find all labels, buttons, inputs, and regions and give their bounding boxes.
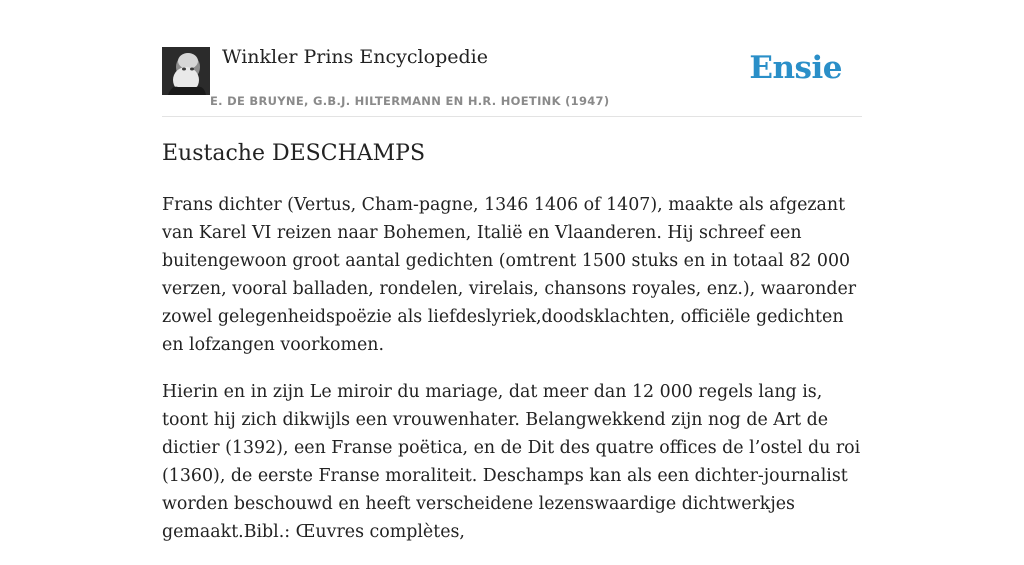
author-portrait-image <box>162 47 210 95</box>
article-paragraph: Hierin en in zijn Le miroir du mariage, dat meer dan 12 000 regels lang is, toont hij zich dikwijls een vrouwenhater. Belangwekkend zijn nog de Art de dictier (1392), een Franse poëtica, en de Dit des quatre offices de l’ostel du roi (1360), de eerste Franse moraliteit. Deschamps kan als een dichter-journalist worden beschouwd en heeft verscheidene lezenswaardige dichtwerkjes gemaakt.Bibl.: Œuvres complètes, <box>162 382 861 542</box>
article-title: Eustache DESCHAMPS <box>162 141 426 166</box>
source-title[interactable]: Winkler Prins Encyclopedie <box>222 46 488 68</box>
source-authors: E. DE BRUYNE, G.B.J. HILTERMANN EN H.R. HOETINK (1947) <box>210 94 610 108</box>
brand-logo-link[interactable]: Ensie <box>749 50 842 86</box>
source-header <box>162 44 862 117</box>
article-paragraph: Frans dichter (Vertus, Cham-pagne, 1346 1406 of 1407), maakte als afgezant van Karel VI reizen naar Bohemen, Italië en Vlaanderen. Hij schreef een buitengewoon groot aantal gedichten (omtrent 1500 stuks en in totaal 82 000 verzen, vooral balladen, rondelen, virelais, chansons royales, enz.), waaronder zowel gelegenheidspoëzie als liefdeslyriek,doodsklachten, officiële gedichten en lofzangen voorkomen. <box>162 195 857 355</box>
article <box>162 138 862 565</box>
author-portrait-icon[interactable] <box>162 47 210 95</box>
